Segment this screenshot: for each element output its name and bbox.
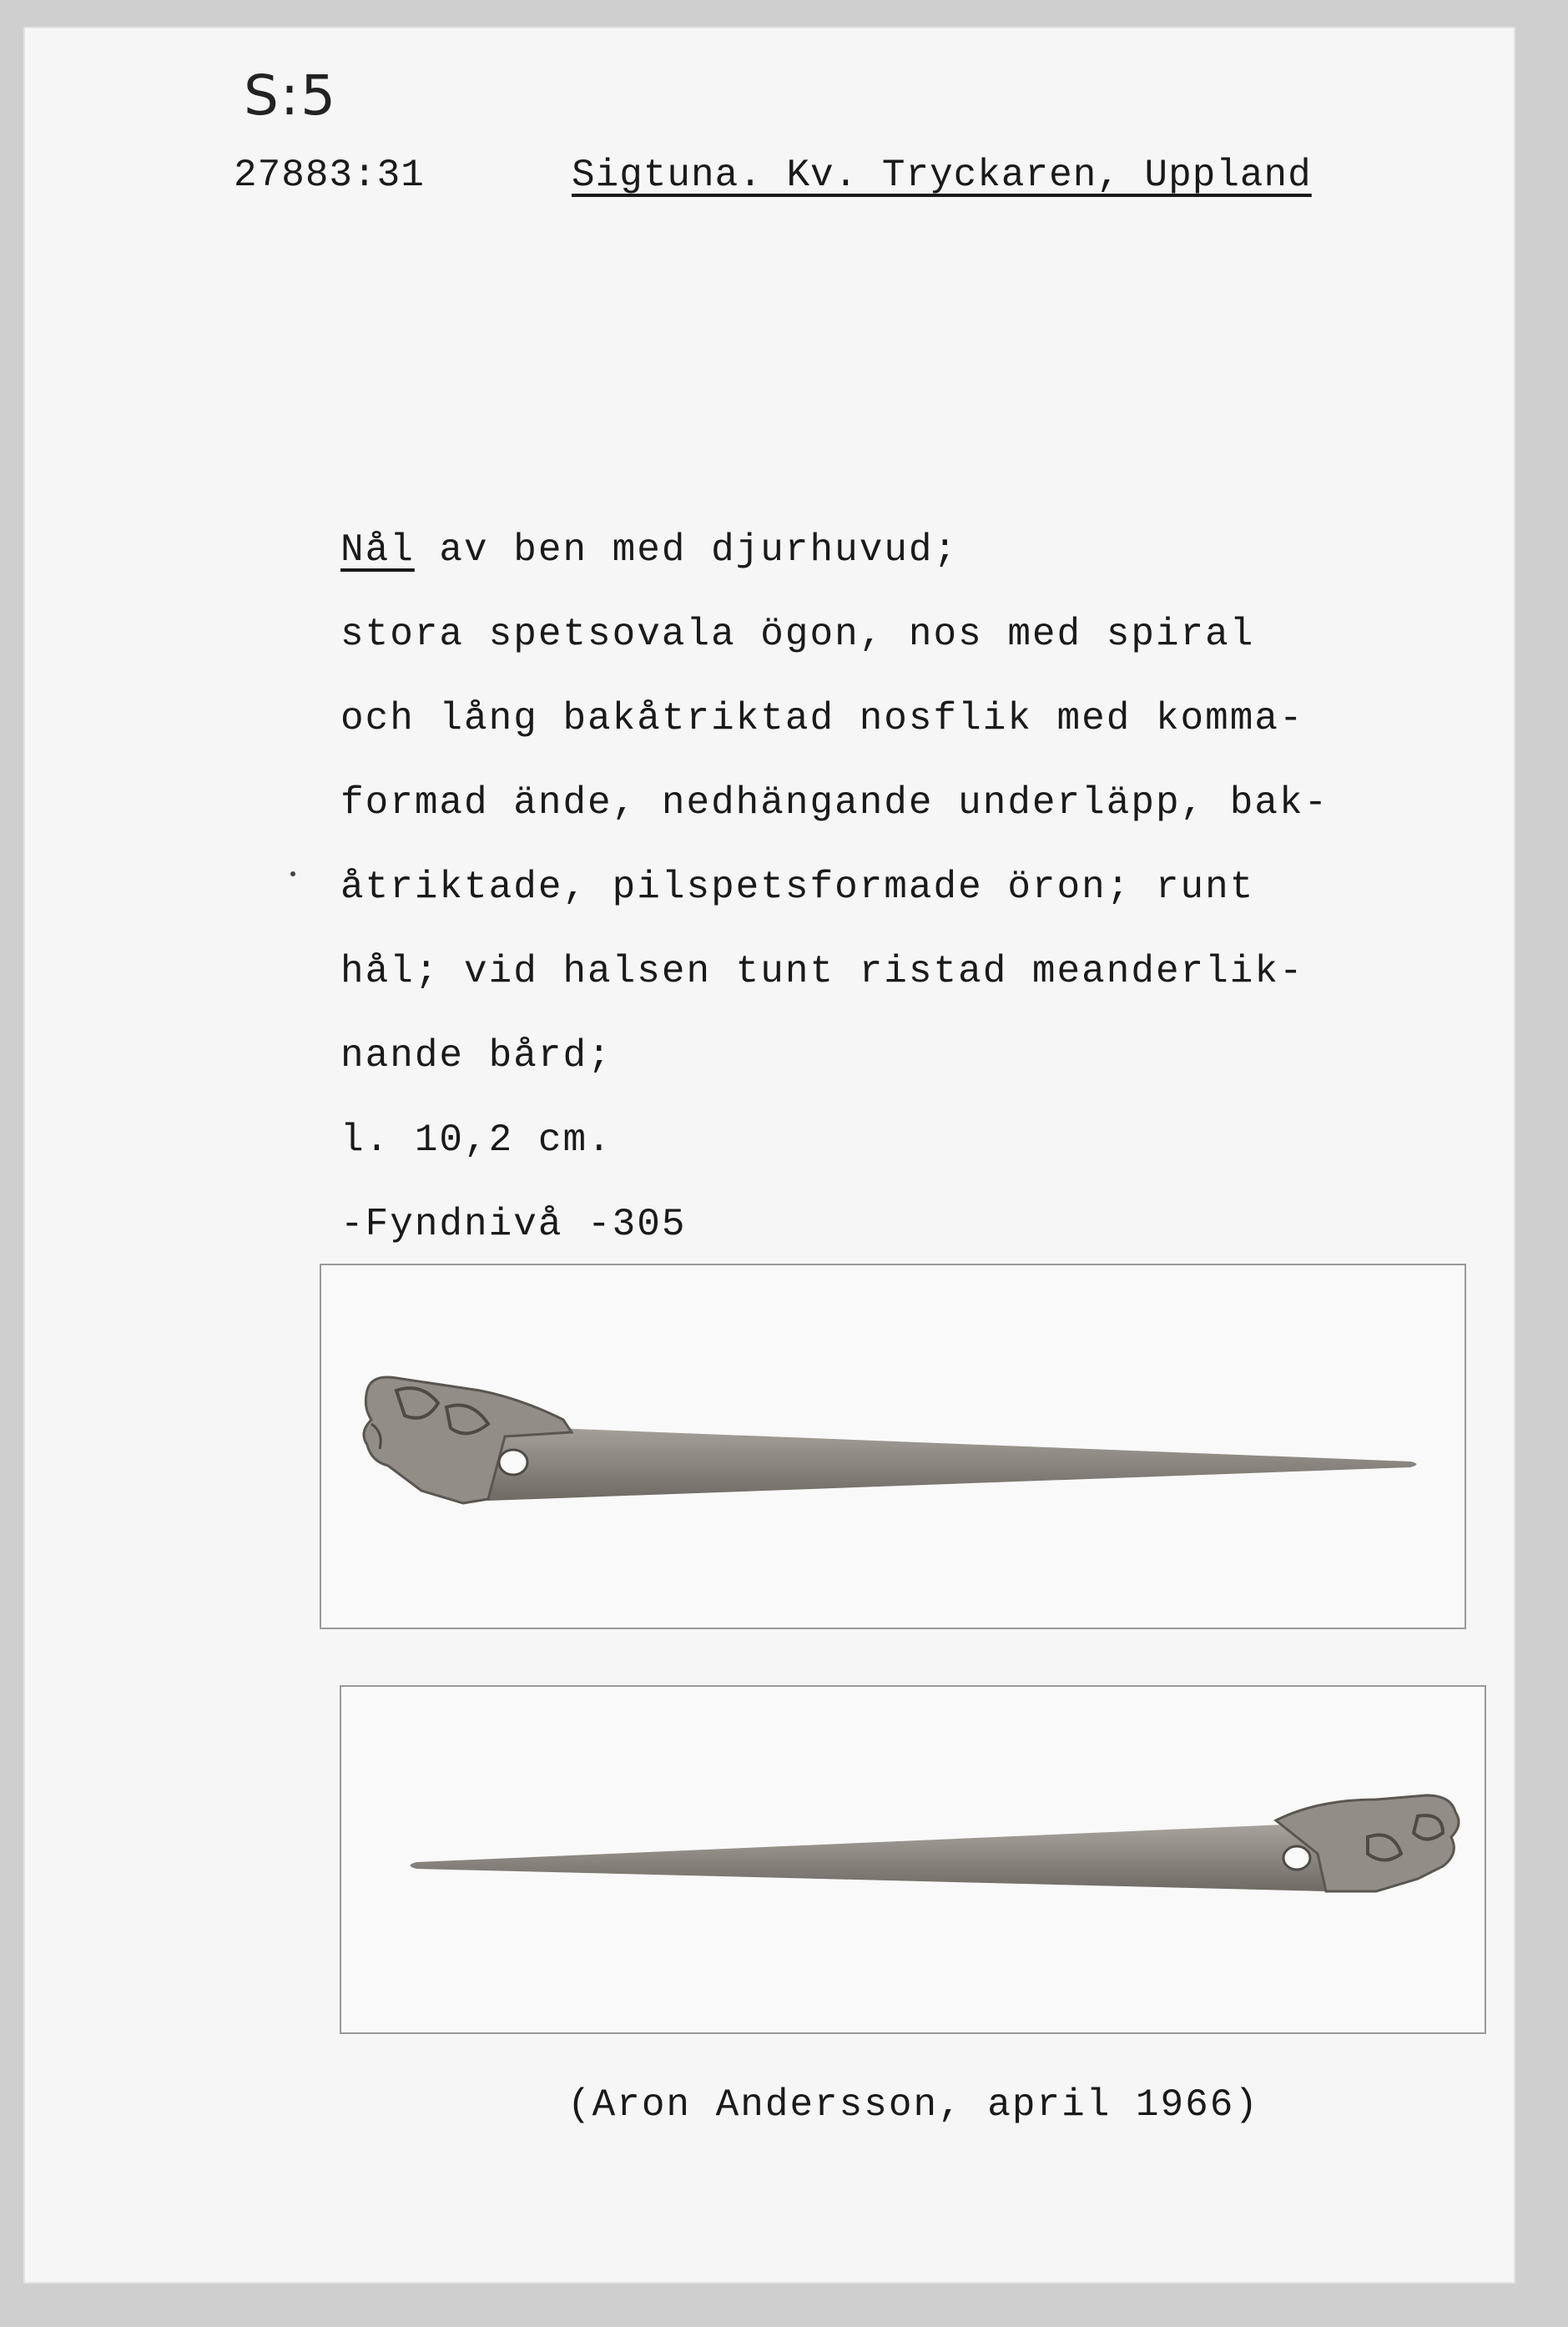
bone-needle-image bbox=[341, 1687, 1485, 2032]
needle-photo-head-right bbox=[340, 1685, 1486, 2034]
author-credit: (Aron Andersson, april 1966) bbox=[567, 2083, 1259, 2127]
description-line: Nål av ben med djurhuvud; bbox=[340, 528, 959, 572]
description-line: stora spetsovala ögon, nos med spiral bbox=[340, 613, 1255, 656]
needle-photo-head-left bbox=[320, 1264, 1466, 1629]
catalog-card bbox=[25, 28, 1514, 2282]
find-location: Sigtuna. Kv. Tryckaren, Uppland bbox=[572, 154, 1312, 197]
description-line: formad ände, nedhängande underläpp, bak- bbox=[340, 781, 1329, 825]
bone-needle-image bbox=[321, 1265, 1465, 1628]
find-level-line: -Fyndnivå -305 bbox=[340, 1203, 687, 1246]
inventory-number: 27883:31 bbox=[234, 154, 425, 197]
description-line: och lång bakåtriktad nosflik med komma- bbox=[340, 697, 1304, 740]
object-name: Nål bbox=[340, 528, 415, 572]
ink-dot bbox=[290, 871, 295, 876]
dimension-line: l. 10,2 cm. bbox=[340, 1118, 613, 1162]
description-line: åtriktade, pilspetsformade öron; runt bbox=[340, 866, 1255, 909]
card-header bbox=[25, 154, 1514, 220]
description-line: hål; vid halsen tunt ristad meanderlik- bbox=[340, 950, 1304, 993]
object-description bbox=[340, 508, 1425, 1267]
description-line: nande bård; bbox=[340, 1034, 613, 1078]
handwritten-note: S:5 bbox=[244, 63, 338, 128]
